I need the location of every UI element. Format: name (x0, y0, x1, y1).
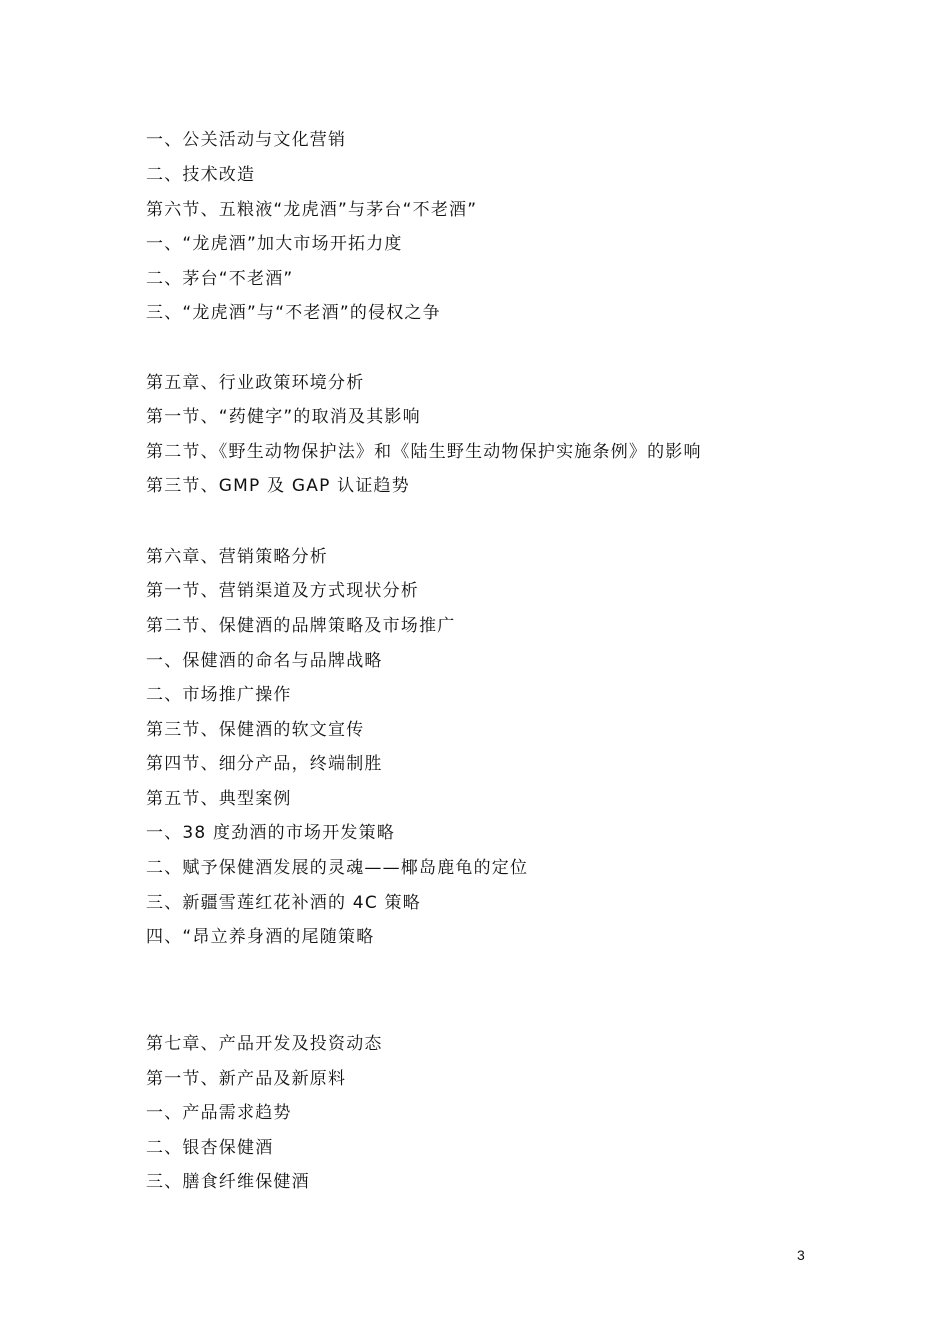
toc-section-heading: 第三节、GMP 及 GAP 认证趋势 (146, 476, 410, 496)
toc-line: 一、公关活动与文化营销 (146, 130, 347, 150)
toc-section-heading: 第二节、《野生动物保护法》和《陆生野生动物保护实施条例》的影响 (146, 442, 702, 462)
toc-line: 二、茅台“不老酒” (146, 269, 294, 289)
toc-line: 二、技术改造 (146, 165, 256, 185)
toc-line: 三、膳食纤维保健酒 (146, 1172, 310, 1192)
toc-chapter-heading: 第五章、行业政策环境分析 (146, 373, 365, 393)
toc-line: 四、“昂立养身酒的尾随策略 (146, 927, 375, 947)
toc-section-heading: 第三节、保健酒的软文宣传 (146, 720, 365, 740)
toc-section-heading: 第六节、五粮液“龙虎酒”与茅台“不老酒” (146, 200, 478, 220)
toc-line: 一、38 度劲酒的市场开发策略 (146, 823, 396, 843)
toc-section-heading: 第一节、新产品及新原料 (146, 1069, 347, 1089)
toc-line: 三、“龙虎酒”与“不老酒”的侵权之争 (146, 303, 441, 323)
toc-chapter-heading: 第七章、产品开发及投资动态 (146, 1034, 383, 1054)
toc-line: 一、“龙虎酒”加大市场开拓力度 (146, 234, 403, 254)
toc-section-heading: 第一节、营销渠道及方式现状分析 (146, 581, 419, 601)
toc-section-heading: 第一节、“药健字”的取消及其影响 (146, 407, 421, 427)
toc-line: 三、新疆雪莲红花补酒的 4C 策略 (146, 893, 421, 913)
toc-chapter-heading: 第六章、营销策略分析 (146, 547, 328, 567)
toc-line: 二、市场推广操作 (146, 685, 292, 705)
toc-section-heading: 第五节、典型案例 (146, 789, 292, 809)
toc-line: 二、银杏保健酒 (146, 1138, 274, 1158)
toc-line: 一、产品需求趋势 (146, 1103, 292, 1123)
toc-section-heading: 第二节、保健酒的品牌策略及市场推广 (146, 616, 456, 636)
toc-section-heading: 第四节、细分产品，终端制胜 (146, 754, 383, 774)
toc-line: 二、赋予保健酒发展的灵魂——椰岛鹿龟的定位 (146, 858, 529, 878)
page-number: 3 (797, 1247, 805, 1263)
toc-line: 一、保健酒的命名与品牌战略 (146, 651, 383, 671)
